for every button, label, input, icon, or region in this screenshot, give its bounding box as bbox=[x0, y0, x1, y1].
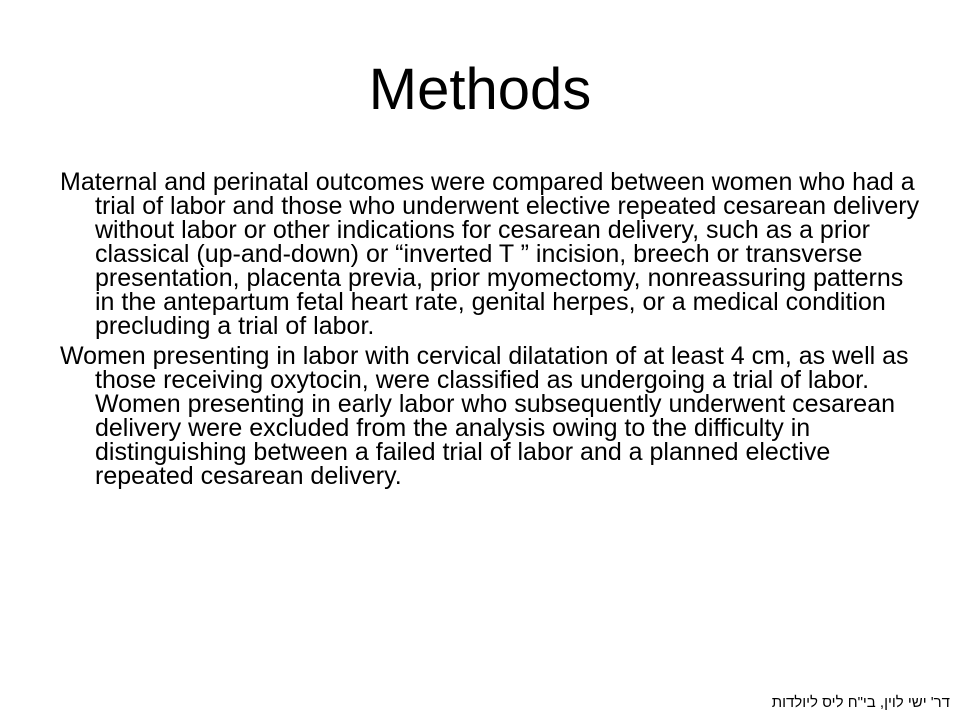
paragraph-labor-classification: Women presenting in labor with cervical dilatation of at least 4 cm, as well as those receiving oxytocin, were classified as undergoing a trial of labor. Women presenting in early labor who subsequently underwent cesarean delivery were excluded from the analysis owing to the difficulty in distinguishing between a failed trial of labor and a planned elective repeated cesarean delivery. bbox=[60, 342, 909, 490]
slide-footer: דר' ישי לוין, בי"ח ליס ליולדות bbox=[771, 694, 950, 711]
slide-title: Methods bbox=[368, 57, 592, 122]
paragraph-outcomes: Maternal and perinatal outcomes were compared between women who had a trial of labor and those who underwent elective repeated cesarean delivery without labor or other indications for cesarean delivery, such as a prior classical (up-and-down) or “inverted T ” incision, breech or transverse presentation, placenta previa, prior myomectomy, nonreassuring patterns in the antepartum fetal heart rate, genital herpes, or a medical condition precluding a trial of labor. bbox=[60, 168, 920, 340]
slide-body bbox=[60, 170, 920, 494]
